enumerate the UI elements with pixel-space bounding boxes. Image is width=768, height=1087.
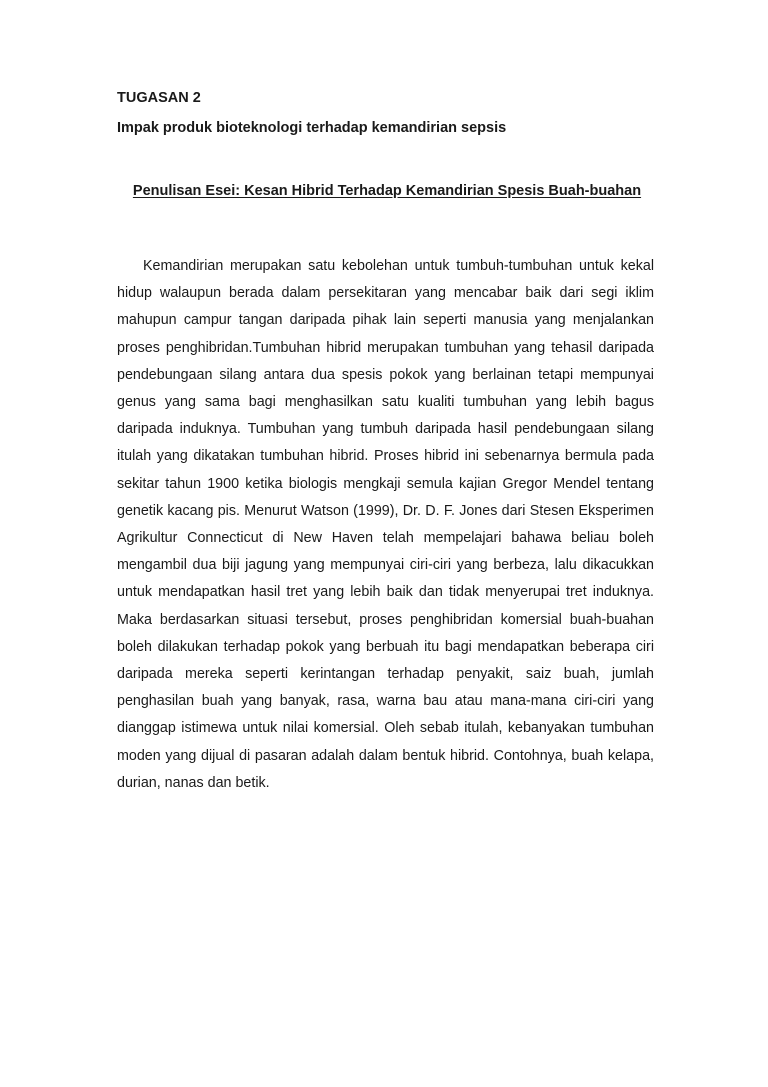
heading-block	[117, 88, 657, 138]
assignment-label: TUGASAN 2	[117, 90, 201, 106]
assignment-topic: Impak produk bioteknologi terhadap kemandirian sepsis	[117, 120, 507, 136]
essay-title	[117, 181, 657, 201]
body-paragraph: Kemandirian merupakan satu kebolehan untuk tumbuh-tumbuhan untuk kekal hidup walaupun berada dalam persekitaran yang mencabar baik dari segi iklim mahupun campur tangan daripada pihak lain seperti manusia yang menjalankan proses penghibridan.Tumbuhan hibrid merupakan tumbuhan yang tehasil daripada pendebungaan silang antara dua spesis pokok yang berlainan tetapi mempunyai genus yang sama bagi menghasilkan satu kualiti tumbuhan yang lebih bagus daripada induknya. Tumbuhan yang tumbuh daripada hasil pendebungaan silang itulah yang dikatakan tumbuhan hibrid. Proses hibrid ini sebenarnya bermula pada sekitar tahun 1900 ketika biologis mengkaji semula kajian Gregor Mendel tentang genetik kacang pis. Menurut Watson (1999), Dr. D. F. Jones dari Stesen Eksperimen Agrikultur Connecticut di New Haven telah mempelajari bahawa beliau boleh mengambil dua biji jagung yang mempunyai ciri-ciri yang berbeza, lalu dikacukkan untuk mendapatkan hasil tret yang lebih baik dan tidak menyerupai tret induknya. Maka berdasarkan situasi tersebut, proses penghibridan komersial buah-buahan boleh dilakukan terhadap pokok yang berbuah itu bagi mendapatkan beberapa ciri daripada mereka seperti kerintangan terhadap penyakit, saiz buah, jumlah penghasilan buah yang banyak, rasa, warna bau atau mana-mana ciri-ciri yang dianggap istimewa untuk nilai komersial. Oleh sebab itulah, kebanyakan tumbuhan moden yang dijual di pasaran adalah dalam bentuk hibrid. Contohnya, buah kelapa, durian, nanas dan betik.	[117, 258, 654, 791]
essay-title-text: Penulisan Esei: Kesan Hibrid Terhadap Kemandirian Spesis Buah-buahan	[132, 183, 642, 199]
